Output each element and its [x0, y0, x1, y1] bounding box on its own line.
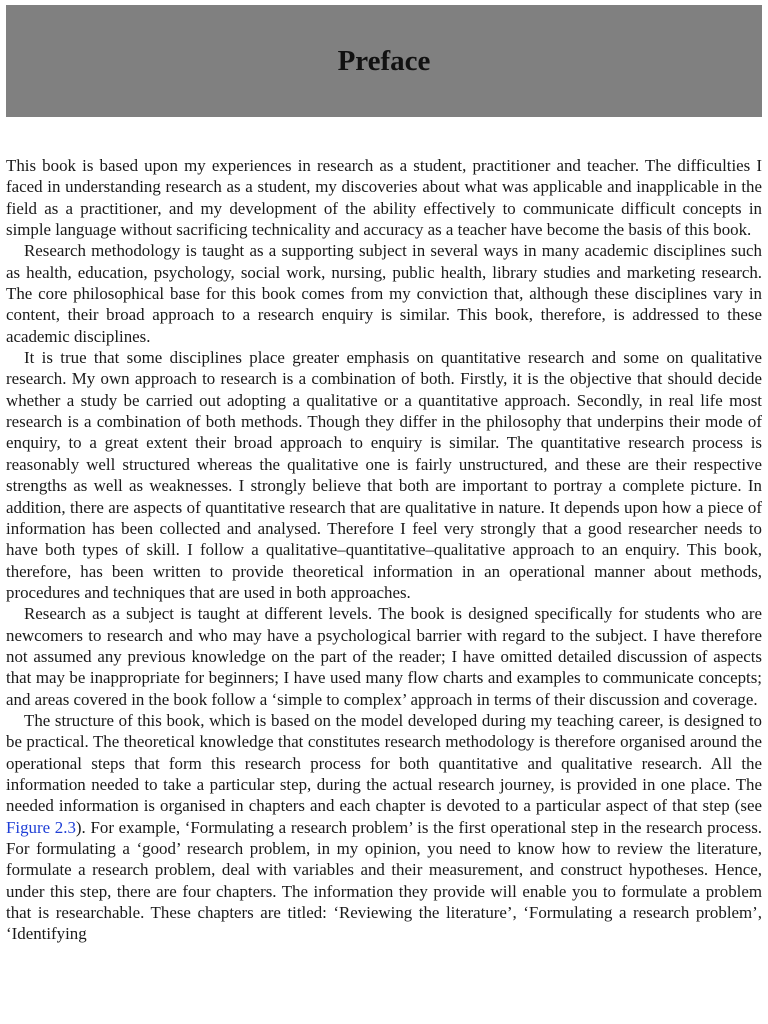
paragraph-4: Research as a subject is taught at different levels. The book is designed specifically for students who are newcomers to research and who may have a psychological barrier with regard to the subject. I have therefore not assumed any previous knowledge on the part of the reader; I have omitted detailed discussion of aspects that may be inappropriate for beginners; I have used many flow charts and examples to communicate concepts; and areas covered in the book follow a ‘simple to complex’ approach in terms of their discussion and coverage.: [6, 604, 762, 709]
paragraph-3: It is true that some disciplines place greater emphasis on quantitative research and some on qualitative research. My own approach to research is a combination of both. Firstly, it is the objective that should decide whether a study be carried out adopting a qualitative or a quantitative approach. Secondly, in real life most research is a combination of both methods. Though they differ in the philosophy that underpins their mode of enquiry, to a great extent their broad approach to enquiry is similar. The quantitative research process is reasonably well structured whereas the qualitative one is fairly unstructured, and these are their respective strengths as well as weaknesses. I strongly believe that both are important to portray a complete picture. In addition, there are aspects of quantitative research that are qualitative in nature. It depends upon how a piece of information has been collected and analysed. Therefore I feel very strongly that a good researcher needs to have both types of skill. I follow a qualitative–quantitative–qualitative approach to an enquiry. This book, therefore, has been written to provide theoretical information in an operational manner about methods, procedures and techniques that are used in both approaches.: [6, 348, 762, 602]
paragraph-2: Research methodology is taught as a supporting subject in several ways in many academic disciplines such as health, education, psychology, social work, nursing, public health, library studies and marketing research. The core philosophical base for this book comes from my conviction that, although these disciplines vary in content, their broad approach to a research enquiry is similar. This book, therefore, is addressed to these academic disciplines.: [6, 241, 762, 346]
paragraph-5: [6, 710, 762, 945]
preface-body: [6, 155, 762, 945]
chapter-title: Preface: [337, 44, 431, 77]
paragraph-5-text-after: ). For example, ‘Formulating a research problem’ is the first operational step in the research process. For formulating a ‘good’ research problem, in my opinion, you need to know how to review the literature, formulate a research problem, deal with variables and their measurement, and construct hypotheses. Hence, under this step, there are four chapters. The information they provide will enable you to formulate a problem that is researchable. These chapters are titled: ‘Reviewing the literature’, ‘Formulating a research problem’, ‘Identifying: [6, 817, 762, 944]
paragraph-5-text-before: The structure of this book, which is based on the model developed during my teaching career, is designed to be practical. The theoretical knowledge that constitutes research methodology is therefore organised around the operational steps that form this research process for both quantitative and qualitative research. All the information needed to take a particular step, during the actual research journey, is provided in one place. The needed information is organised in chapters and each chapter is devoted to a particular aspect of that step (see: [6, 710, 762, 816]
figure-2-3-link[interactable]: Figure 2.3: [6, 817, 76, 837]
chapter-header-band: [6, 5, 762, 117]
paragraph-1: This book is based upon my experiences in research as a student, practitioner and teacher. The difficulties I faced in understanding research as a student, my discoveries about what was applicable and inapplicable in the field as a practitioner, and my development of the ability effectively to communicate difficult concepts in simple language without sacrificing technicality and accuracy as a teacher have become the basis of this book.: [6, 156, 762, 240]
